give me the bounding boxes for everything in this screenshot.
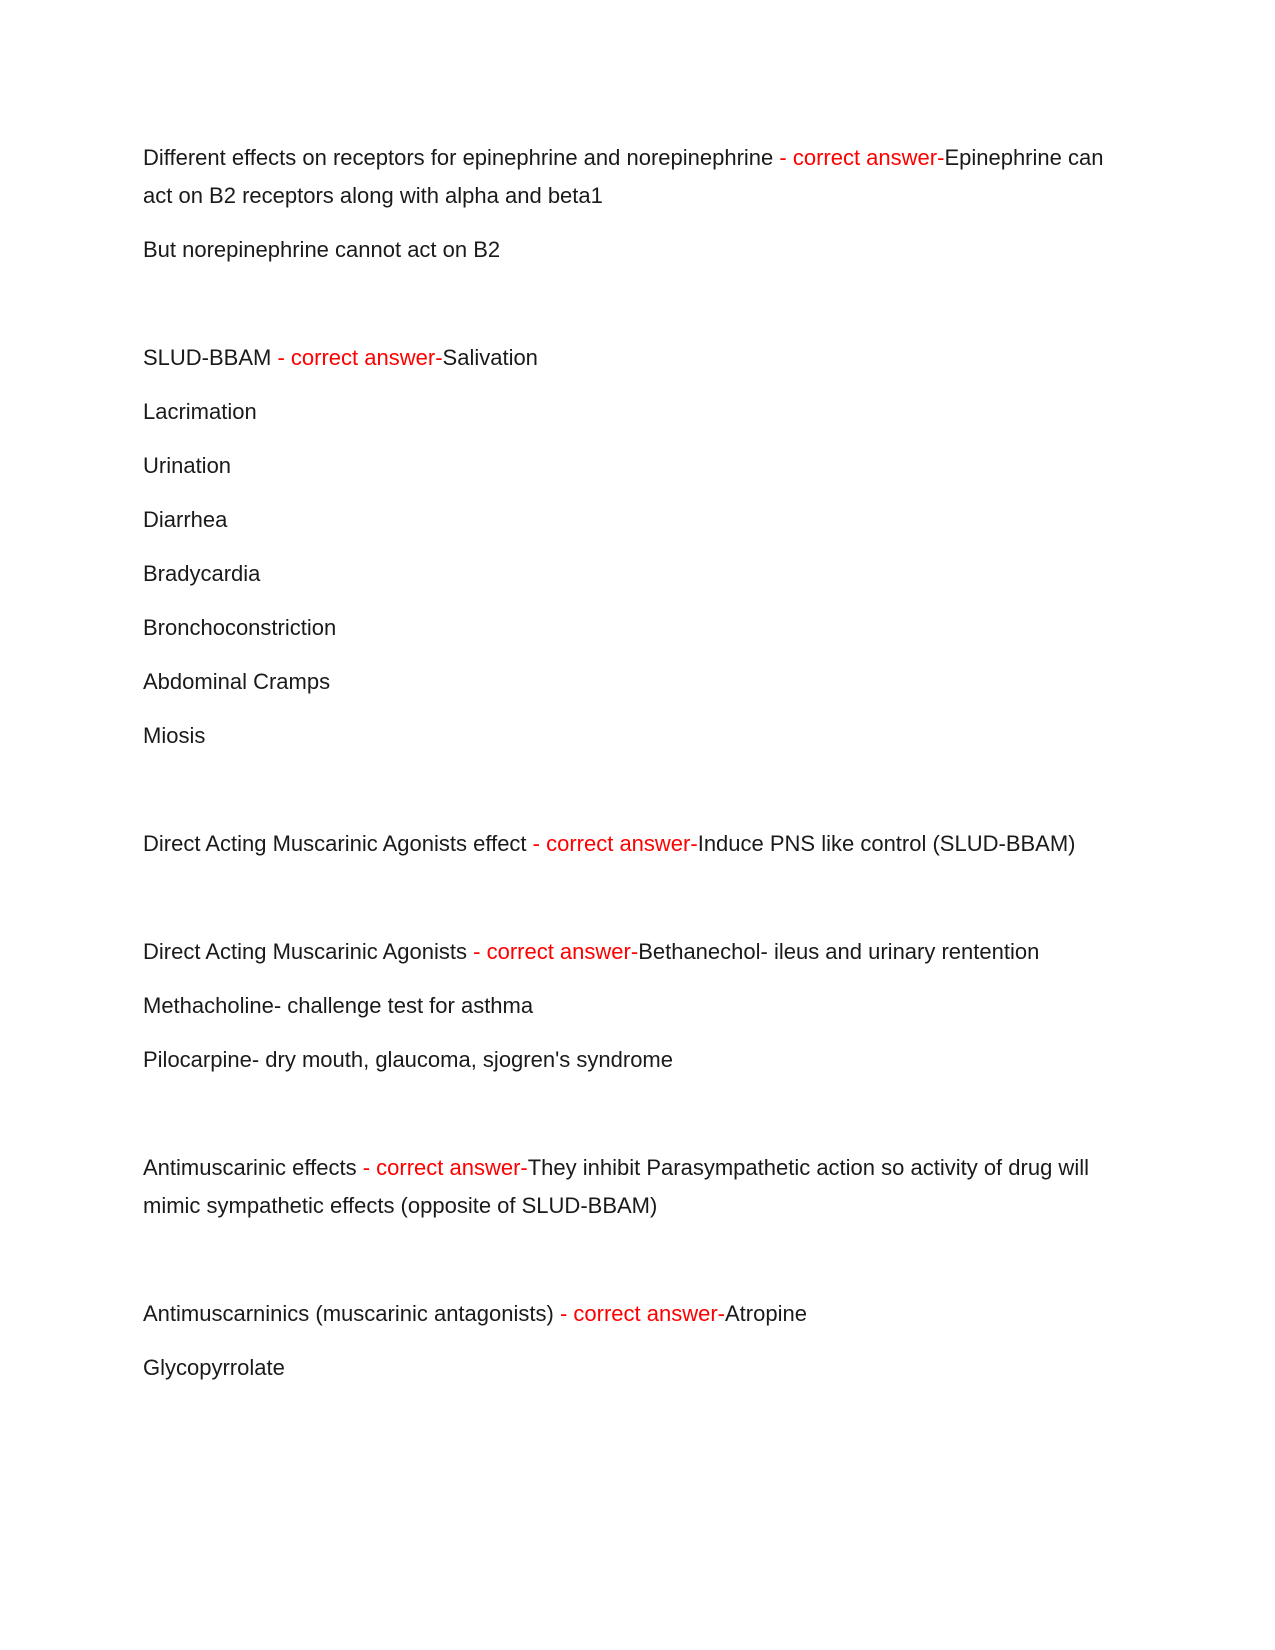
paragraph bbox=[143, 1041, 1132, 1079]
blank-line bbox=[143, 879, 1132, 917]
text-run: Direct Acting Muscarinic Agonists effect bbox=[143, 831, 533, 856]
text-run: Bethanechol- ileus and urinary rentention bbox=[638, 939, 1040, 964]
text-run: Antimuscarninics (muscarinic antagonists) bbox=[143, 1301, 560, 1326]
text-run: Bronchoconstriction bbox=[143, 615, 337, 640]
paragraph bbox=[143, 933, 1132, 971]
blank-line bbox=[143, 285, 1132, 323]
text-run: Diarrhea bbox=[143, 507, 228, 532]
blank-line bbox=[143, 771, 1132, 809]
text-run: They inhibit Parasympathetic action so activity of drug will mimic sympathetic effects (opposite of SLUD-BBAM) bbox=[143, 1155, 1096, 1218]
paragraph bbox=[143, 339, 1132, 377]
text-run: Pilocarpine- dry mouth, glaucoma, sjogren's syndrome bbox=[143, 1047, 673, 1072]
paragraph bbox=[143, 609, 1132, 647]
paragraph bbox=[143, 987, 1132, 1025]
text-run: Bradycardia bbox=[143, 561, 261, 586]
text-run: Salivation bbox=[442, 345, 538, 370]
text-run: Direct Acting Muscarinic Agonists bbox=[143, 939, 474, 964]
text-run: Antimuscarinic effects bbox=[143, 1155, 363, 1180]
text-run: Atropine bbox=[724, 1301, 807, 1326]
text-run: Methacholine- challenge test for asthma bbox=[143, 993, 534, 1018]
correct-answer-marker: - correct answer- bbox=[277, 345, 443, 370]
paragraph bbox=[143, 825, 1132, 863]
paragraph bbox=[143, 717, 1132, 755]
correct-answer-marker: - correct answer- bbox=[532, 831, 698, 856]
text-run: Miosis bbox=[143, 723, 206, 748]
text-run: SLUD-BBAM bbox=[143, 345, 278, 370]
correct-answer-marker: - correct answer- bbox=[559, 1301, 725, 1326]
text-run: Epinephrine can act on B2 receptors along with alpha and beta1 bbox=[143, 145, 1110, 208]
paragraph bbox=[143, 663, 1132, 701]
paragraph bbox=[143, 1295, 1132, 1333]
paragraph bbox=[143, 501, 1132, 539]
text-run: Abdominal Cramps bbox=[143, 669, 331, 694]
paragraph bbox=[143, 1149, 1132, 1225]
text-run: But norepinephrine cannot act on B2 bbox=[143, 237, 501, 262]
paragraph bbox=[143, 393, 1132, 431]
paragraph bbox=[143, 447, 1132, 485]
text-run: Glycopyrrolate bbox=[143, 1355, 285, 1380]
text-run: Induce PNS like control (SLUD-BBAM) bbox=[697, 831, 1076, 856]
text-run: Lacrimation bbox=[143, 399, 257, 424]
correct-answer-marker: - correct answer- bbox=[473, 939, 639, 964]
paragraph bbox=[143, 139, 1132, 215]
correct-answer-marker: - correct answer- bbox=[362, 1155, 528, 1180]
paragraph bbox=[143, 1349, 1132, 1387]
paragraph bbox=[143, 231, 1132, 269]
text-run: Urination bbox=[143, 453, 232, 478]
blank-line bbox=[143, 1095, 1132, 1133]
blank-line bbox=[143, 1241, 1132, 1279]
correct-answer-marker: - correct answer- bbox=[779, 145, 945, 170]
document-body bbox=[143, 139, 1132, 1387]
text-run: Different effects on receptors for epinephrine and norepinephrine bbox=[143, 145, 780, 170]
paragraph bbox=[143, 555, 1132, 593]
